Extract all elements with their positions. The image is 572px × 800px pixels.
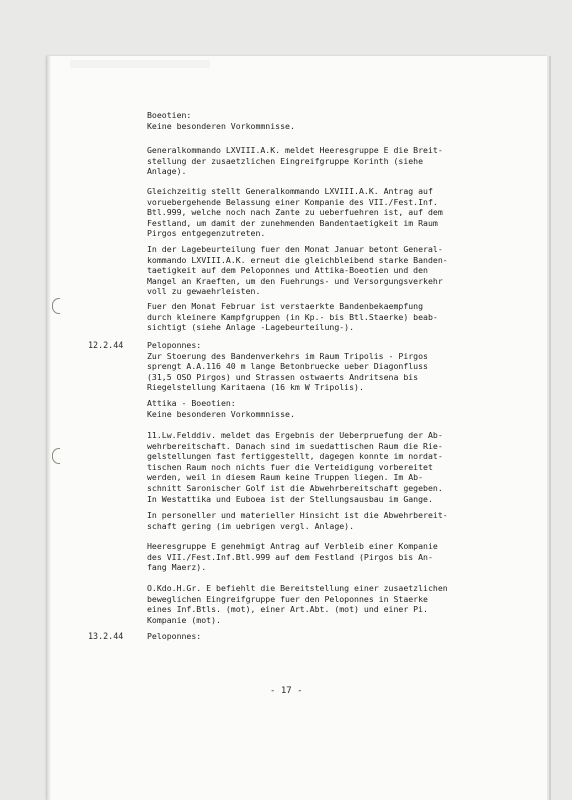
paragraph: Peloponnes: Zur Stoerung des Bandenverkehrs im Raum Tripolis - Pirgos sprengt A.A.116 40 m lange Betonbruecke ueber Diagonfluss (31,5 OSO Pirgos) und Strassen ostwaerts Andritsena bis Riegelstellung Karitaena (16 km W Tripolis). — [147, 340, 428, 393]
punch-hole-mark — [52, 448, 60, 464]
entry-date: 13.2.44 — [88, 631, 124, 641]
page-edge — [549, 56, 551, 800]
paragraph: In personeller und materieller Hinsicht ist die Abwehrbereit- schaft gering (im uebrigen vergl. Anlage). — [147, 510, 448, 531]
paragraph: Peloponnes: — [147, 631, 202, 641]
scan-smudge — [70, 60, 210, 68]
paragraph: 11.Lw.Felddiv. meldet das Ergebnis der Ueberpruefung der Ab- wehrbereitschaft. Danach sind im suedattischen Raum die Rie- gelstellungen fast fertiggestellt, dagegen konnte im nordat- tischen Raum noch nichts fuer die Verteidigung vorbereitet werden, weil in diesem Raum keine Truppen liegen. Im Ab- schnitt Saronischer Golf ist die Abwehrbereitschaft gegeben. In Westattika und Euboea ist der Stellungsausbau im Gange. — [147, 430, 443, 504]
paragraph: Generalkommando LXVIII.A.K. meldet Heeresgruppe E die Breit- stellung der zusaetzlichen Eingreifgruppe Korinth (siehe Anlage). — [147, 145, 443, 177]
paragraph: Gleichzeitig stellt Generalkommando LXVIII.A.K. Antrag auf voruebergehende Belassung einer Kompanie des VII./Fest.Inf. Btl.999, welche noch nach Zante zu ueberfuehren ist, auf dem Festland, um damit der zunehmenden Bandentaetigkeit im Raum Pirgos entgegenzutreten. — [147, 186, 443, 239]
paragraph: Heeresgruppe E genehmigt Antrag auf Verbleib einer Kompanie des VII./Fest.Inf.Btl.999 auf dem Festland (Pirgos bis An- fang Maerz). — [147, 541, 438, 573]
paragraph: Attika - Boeotien: Keine besonderen Vorkommnisse. — [147, 398, 295, 419]
punch-hole-mark — [52, 298, 60, 314]
paragraph: O.Kdo.H.Gr. E befiehlt die Bereitstellung einer zusaetzlichen beweglichen Eingreifgruppe fuer den Peloponnes in Staerke eines Inf.Btls. (mot), einer Art.Abt. (mot) und einer Pi. Kompanie (mot). — [147, 583, 448, 625]
paragraph: Boeotien: Keine besonderen Vorkommnisse. — [147, 110, 295, 131]
page-number: - 17 - — [270, 686, 303, 696]
paragraph: Fuer den Monat Februar ist verstaerkte Bandenbekaempfung durch kleinere Kampfgruppen (in Kp.- bis Btl.Staerke) beab- sichtigt (siehe Anlage -Lagebeurteilung-). — [147, 301, 438, 333]
paragraph: In der Lagebeurteilung fuer den Monat Januar betont General- kommando LXVIII.A.K. erneut die gleichbleibend starke Banden- taetigkeit auf dem Peloponnes und Attika-Boeotien und den Mangel an Kraeften, um den Fuehrungs- und Versorgungsverkehr voll zu gewaehrleisten. — [147, 244, 448, 297]
entry-date: 12.2.44 — [88, 340, 124, 350]
